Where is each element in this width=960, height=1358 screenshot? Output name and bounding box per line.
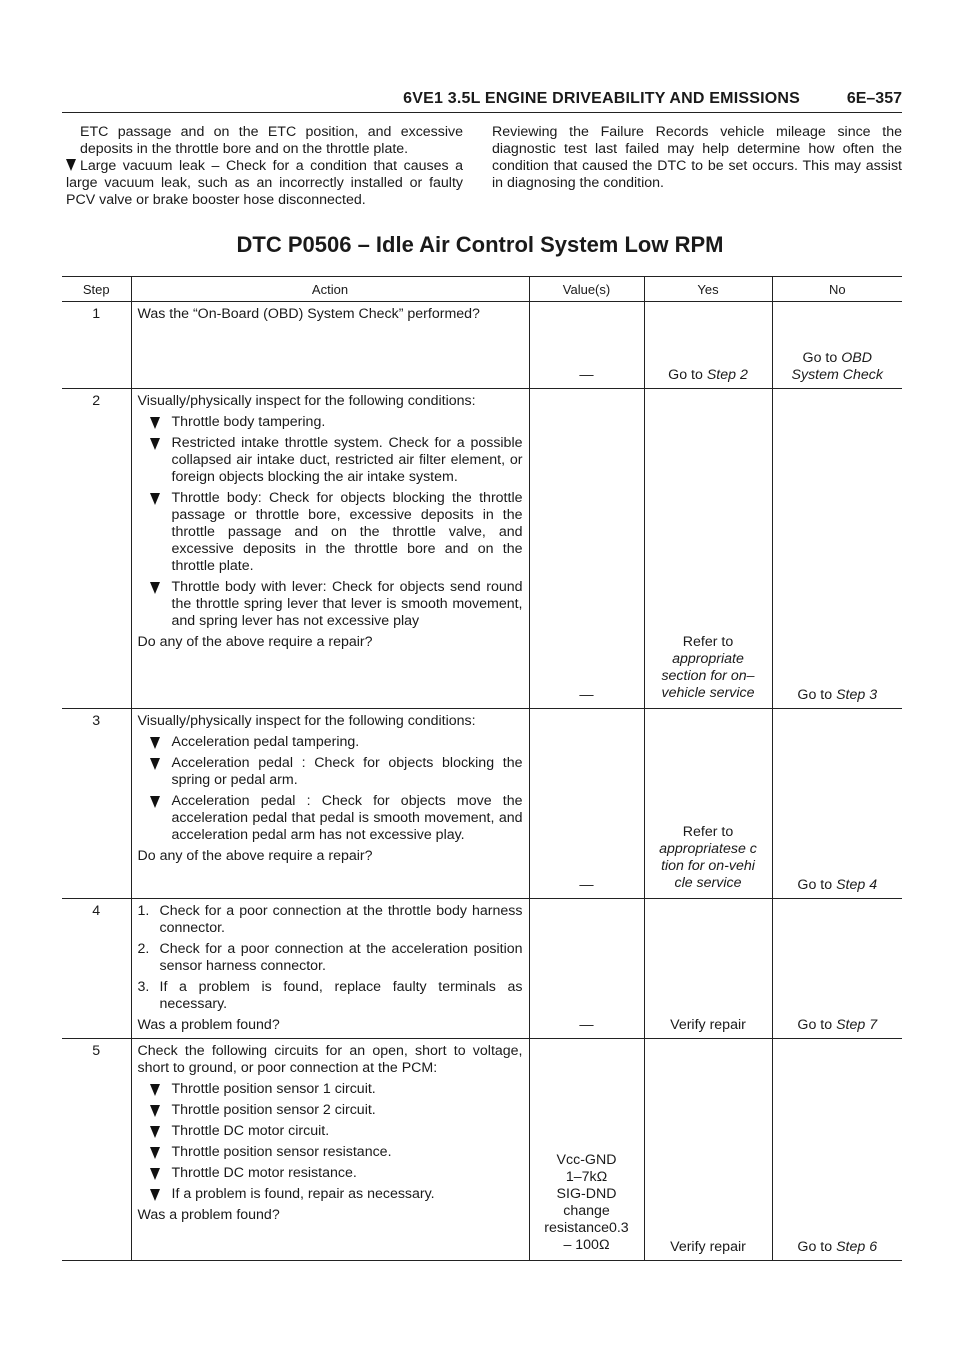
action-cell	[131, 899, 529, 1039]
header-yes: Yes	[644, 277, 772, 302]
diagnostic-table	[62, 276, 902, 1261]
list-item: Throttle position sensor 2 circuit.	[138, 1102, 523, 1119]
action-cell	[131, 1039, 529, 1261]
yes-cell: Verify repair	[644, 1039, 772, 1261]
list-item: Acceleration pedal tampering.	[138, 734, 523, 751]
step-link[interactable]: Step 7	[836, 1017, 878, 1033]
action-question: Was a problem found?	[137, 1017, 280, 1033]
table-row	[62, 709, 902, 899]
header-no: No	[772, 277, 902, 302]
header-rule	[62, 112, 902, 113]
bullet-triangle-icon	[150, 493, 160, 505]
bullet-triangle-icon	[150, 417, 160, 429]
value-line: change	[563, 1203, 610, 1219]
values-cell: —	[529, 302, 644, 389]
obd-check-link[interactable]: OBD System Check	[791, 350, 883, 383]
no-cell: Go to OBD System Check	[772, 302, 902, 389]
bullet-triangle-icon	[66, 159, 76, 171]
step-number: 4	[62, 899, 131, 1039]
header-step: Step	[62, 277, 131, 302]
header-action: Action	[131, 277, 529, 302]
list-item: Throttle position sensor resistance.	[138, 1144, 523, 1161]
bullet-triangle-icon	[150, 1126, 160, 1138]
table-row	[62, 899, 902, 1039]
action-cell	[131, 389, 529, 709]
header-title: 6VE1 3.5L ENGINE DRIVEABILITY AND EMISSIONS	[403, 90, 800, 107]
value-line: 1–7kΩ	[565, 1169, 608, 1185]
value-line: – 100Ω	[563, 1237, 610, 1253]
value-line: Vcc-GND	[556, 1152, 617, 1168]
values-cell: —	[529, 389, 644, 709]
bullet-triangle-icon	[150, 438, 160, 450]
step-number: 3	[62, 709, 131, 899]
section-title: DTC P0506 – Idle Air Control System Low RPM	[236, 232, 724, 257]
step-number: 2	[62, 389, 131, 709]
bullet-triangle-icon	[150, 737, 160, 749]
list-item: Acceleration pedal : Check for objects blocking the spring or pedal arm.	[138, 755, 523, 789]
bullet-triangle-icon	[150, 582, 160, 594]
list-item: 2. Check for a poor connection at the acceleration position sensor harness connector.	[137, 941, 523, 974]
action-question: Was a problem found?	[137, 1207, 280, 1223]
action-text: Was the “On-Board (OBD) System Check” performed?	[137, 306, 480, 322]
no-cell: Go to Step 3	[772, 389, 902, 709]
step-number: 1	[62, 302, 131, 389]
header-values: Value(s)	[529, 277, 644, 302]
value-line: SIG-DND	[556, 1186, 617, 1202]
list-item: Throttle position sensor 1 circuit.	[138, 1081, 523, 1098]
action-intro: Visually/physically inspect for the following conditions:	[137, 713, 476, 729]
no-cell: Go to Step 7	[772, 899, 902, 1039]
list-item: Restricted intake throttle system. Check for a possible collapsed air intake duct, restricted air filter element, or foreign objects blocking the air intake system.	[138, 435, 523, 486]
list-item: Throttle body with lever: Check for objects send round the throttle spring lever that lever is smooth movement, and spring lever has not excessive play	[138, 579, 523, 630]
page-header	[62, 90, 902, 114]
yes-cell: Verify repair	[644, 899, 772, 1039]
action-question: Do any of the above require a repair?	[137, 634, 373, 650]
page-number: 6E–357	[846, 90, 902, 107]
action-cell	[131, 302, 529, 389]
table-row	[62, 1039, 902, 1261]
bullet-triangle-icon	[150, 758, 160, 770]
bullet-triangle-icon	[150, 1168, 160, 1180]
value-line: resistance0.3	[544, 1220, 629, 1236]
values-cell: —	[529, 709, 644, 899]
values-cell: —	[529, 899, 644, 1039]
action-cell	[131, 709, 529, 899]
step-link[interactable]: Step 2	[706, 367, 748, 383]
list-item: If a problem is found, repair as necessary.	[138, 1186, 523, 1203]
right-paragraph: Reviewing the Failure Records vehicle mileage since the diagnostic test last failed may help determine how often the condition that caused the DTC to be set occurs. This may assist in diagnosing the condition.	[492, 124, 902, 191]
list-item: Acceleration pedal : Check for objects move the acceleration pedal that pedal is smooth movement, and acceleration pedal arm has not excessive play.	[138, 793, 523, 844]
table-header-row	[62, 277, 902, 302]
section-link[interactable]: appropriatese ction for on-vehicle service	[659, 841, 757, 891]
step-link[interactable]: Step 6	[836, 1239, 878, 1255]
list-item: Throttle DC motor resistance.	[138, 1165, 523, 1182]
no-cell: Go to Step 4	[772, 709, 902, 899]
list-item: Throttle DC motor circuit.	[138, 1123, 523, 1140]
no-cell: Go to Step 6	[772, 1039, 902, 1261]
list-item: 3. If a problem is found, replace faulty terminals as necessary.	[137, 979, 523, 1012]
section-link[interactable]: appropriate section for on–vehicle service	[661, 651, 755, 701]
action-question: Do any of the above require a repair?	[137, 848, 373, 864]
list-item: Throttle body: Check for objects blocking the throttle passage or throttle bore, excessive deposits in the throttle passage and on the throttle valve, and excessive deposits in the throttle bore and on the throttle plate.	[138, 490, 523, 575]
values-cell	[529, 1039, 644, 1261]
left-paragraph: ETC passage and on the ETC position, and excessive deposits in the throttle bore and on the throttle plate.	[80, 124, 463, 157]
table-row	[62, 389, 902, 709]
list-item: 1. Check for a poor connection at the throttle body harness connector.	[137, 903, 523, 936]
yes-cell: Go to Step 2	[644, 302, 772, 389]
step-link[interactable]: Step 4	[836, 877, 878, 893]
bullet-triangle-icon	[150, 1189, 160, 1201]
step-link[interactable]: Step 3	[836, 687, 878, 703]
left-column	[66, 124, 463, 209]
bullet-triangle-icon	[150, 796, 160, 808]
action-intro: Visually/physically inspect for the following conditions:	[137, 393, 476, 409]
right-column	[492, 124, 902, 192]
step-number: 5	[62, 1039, 131, 1261]
yes-cell: Refer to appropriatese ction for on-vehicle service	[644, 709, 772, 899]
yes-cell: Refer to appropriate section for on–vehicle service	[644, 389, 772, 709]
action-intro: Check the following circuits for an open, short to voltage, short to ground, or poor connection at the PCM:	[137, 1043, 523, 1076]
list-item: Throttle body tampering.	[138, 414, 523, 431]
table-row	[62, 302, 902, 389]
left-bullet: Large vacuum leak – Check for a condition that causes a large vacuum leak, such as an incorrectly installed or faulty PCV valve or brake booster hose disconnected.	[66, 158, 463, 208]
bullet-triangle-icon	[150, 1084, 160, 1096]
bullet-triangle-icon	[150, 1147, 160, 1159]
bullet-triangle-icon	[150, 1105, 160, 1117]
